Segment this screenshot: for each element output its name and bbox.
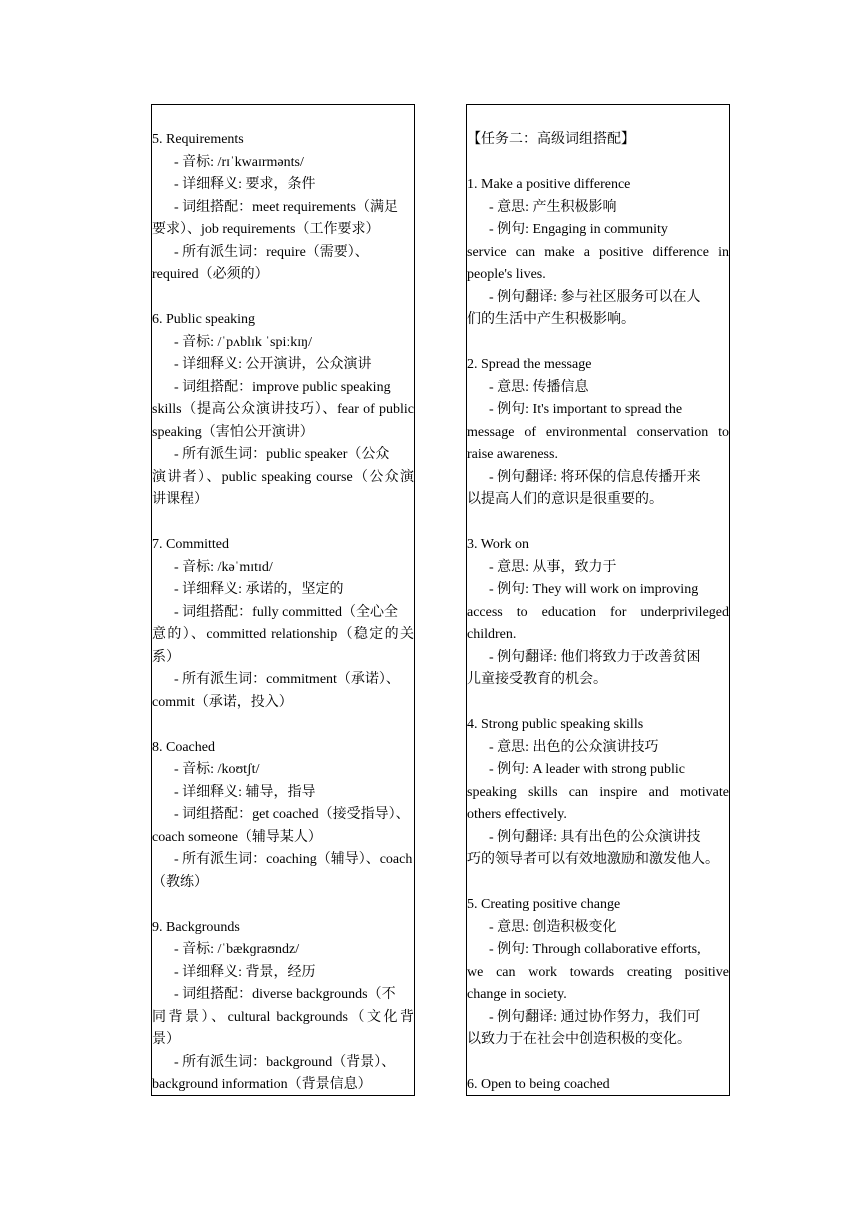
text-line: 演讲者）、public speaking course（公众演 (152, 469, 414, 485)
blank-line (152, 714, 414, 737)
text-line: - 例句翻译: 他们将致力于改善贫困 (489, 649, 701, 665)
text-line: 系） (152, 649, 180, 665)
entry-heading: 5. Requirements (152, 132, 244, 147)
text-line: 同背景）、cultural backgrounds（文化背 (152, 1009, 414, 1025)
text-line: speaking skills can inspire and motivate (467, 784, 729, 800)
entry-heading: 1. Make a positive difference (467, 177, 631, 192)
text-line: - 音标: /rɪˈkwaɪrmənts/ (174, 154, 304, 170)
text-line: people's lives. (467, 267, 546, 282)
text-line: skills（提高公众演讲技巧）、fear of public (152, 402, 414, 417)
text-line: background information（背景信息） (152, 1077, 372, 1092)
text-line: access to education for underprivileged (467, 604, 729, 620)
text-line: - 意思: 产生积极影响 (489, 199, 617, 215)
text-line: 意的）、committed relationship（稳定的关 (152, 627, 414, 642)
text-line: - 所有派生词：public speaker（公众 (174, 447, 390, 462)
blank-line (152, 512, 414, 535)
text-line: 景） (152, 1032, 180, 1047)
text-line: coach someone（辅导某人） (152, 829, 322, 845)
text-line: change in society. (467, 987, 567, 1002)
blank-line (467, 512, 729, 535)
text-line: - 所有派生词：commitment（承诺）、 (174, 672, 400, 687)
text-line: 巧的领导者可以有效地激励和激发他人。 (467, 852, 719, 867)
blank-line (467, 1052, 729, 1075)
blank-line (467, 152, 729, 175)
text-line: - 词组搭配：improve public speaking (174, 379, 391, 395)
blank-line (467, 872, 729, 895)
text-line: - 详细释义: 要求，条件 (174, 177, 316, 192)
text-line: - 详细释义: 公开演讲，公众演讲 (174, 357, 372, 372)
text-line: others effectively. (467, 807, 567, 822)
blank-line (467, 692, 729, 715)
text-line: - 例句翻译: 参与社区服务可以在人 (489, 289, 701, 305)
text-line: - 所有派生词：coaching（辅导）、coach (174, 852, 413, 867)
text-line: - 所有派生词：require（需要）、 (174, 244, 369, 260)
text-line: 讲课程） (152, 492, 208, 507)
blank-line (152, 894, 414, 917)
entry-heading: 【任务二：高级词组搭配】 (467, 132, 635, 147)
text-line: - 意思: 传播信息 (489, 379, 589, 395)
left-text-box (151, 104, 415, 1096)
text-line: 要求）、job requirements（工作要求） (152, 222, 380, 237)
entry-heading: 7. Committed (152, 537, 229, 552)
text-line: - 意思: 出色的公众演讲技巧 (489, 739, 659, 755)
text-line: - 详细释义: 承诺的，坚定的 (174, 582, 344, 597)
entry-heading: 6. Public speaking (152, 312, 256, 327)
text-line: （教练） (152, 874, 208, 890)
text-line: service can make a positive difference in (467, 244, 729, 260)
entry-heading: 9. Backgrounds (152, 919, 240, 935)
text-line: commit（承诺，投入） (152, 694, 293, 710)
text-line: - 例句: A leader with strong public (489, 762, 685, 777)
text-line: we can work towards creating positive (467, 964, 729, 980)
text-line: - 例句翻译: 具有出色的公众演讲技 (489, 829, 701, 845)
text-line: - 词组搭配：fully committed（全心全 (174, 604, 398, 620)
text-line: message of environmental conservation to (467, 424, 729, 440)
blank-line (152, 287, 414, 310)
text-line: - 例句: It's important to spread the (489, 402, 683, 417)
entry-heading: 3. Work on (467, 537, 530, 552)
right-text-box (466, 104, 730, 1096)
text-line: - 音标: /koʊtʃt/ (174, 762, 260, 777)
text-line: - 详细释义: 背景，经历 (174, 964, 316, 980)
text-line: - 例句: Through collaborative efforts, (489, 942, 701, 957)
entry-heading: 6. Open to being coached (467, 1077, 610, 1092)
text-line: 们的生活中产生积极影响。 (467, 312, 635, 327)
text-line: - 例句翻译: 将环保的信息传播开来 (489, 469, 701, 485)
blank-line (467, 332, 729, 355)
entry-heading: 4. Strong public speaking skills (467, 717, 644, 732)
text-line: - 音标: /ˈbækɡraʊndz/ (174, 942, 300, 957)
text-line: required（必须的） (152, 267, 269, 282)
entry-heading: 2. Spread the message (467, 357, 592, 372)
text-line: - 词组搭配：get coached（接受指导）、 (174, 807, 410, 822)
text-line: - 词组搭配：diverse backgrounds（不 (174, 987, 396, 1002)
text-line: - 音标: /ˈpʌblɪk ˈspiːkɪŋ/ (174, 334, 312, 350)
text-line: - 例句: They will work on improving (489, 582, 699, 597)
text-line: children. (467, 627, 517, 642)
text-line: - 所有派生词：background（背景）、 (174, 1054, 396, 1070)
text-line: 儿童接受教育的机会。 (467, 672, 607, 687)
text-line: - 例句: Engaging in community (489, 222, 668, 237)
text-line: - 详细释义: 辅导，指导 (174, 784, 316, 800)
text-line: 以致力于在社会中创造积极的变化。 (467, 1032, 691, 1047)
text-line: - 词组搭配：meet requirements（满足 (174, 199, 398, 215)
text-line: - 意思: 从事，致力于 (489, 559, 617, 575)
text-line: raise awareness. (467, 447, 558, 462)
entry-heading: 8. Coached (152, 739, 215, 755)
text-line: - 例句翻译: 通过协作努力，我们可 (489, 1009, 701, 1025)
text-line: - 意思: 创造积极变化 (489, 919, 617, 935)
text-line: 以提高人们的意识是很重要的。 (467, 492, 663, 507)
entry-heading: 5. Creating positive change (467, 897, 621, 912)
text-line: - 音标: /kəˈmɪtɪd/ (174, 559, 273, 575)
text-line: speaking（害怕公开演讲） (152, 424, 314, 440)
